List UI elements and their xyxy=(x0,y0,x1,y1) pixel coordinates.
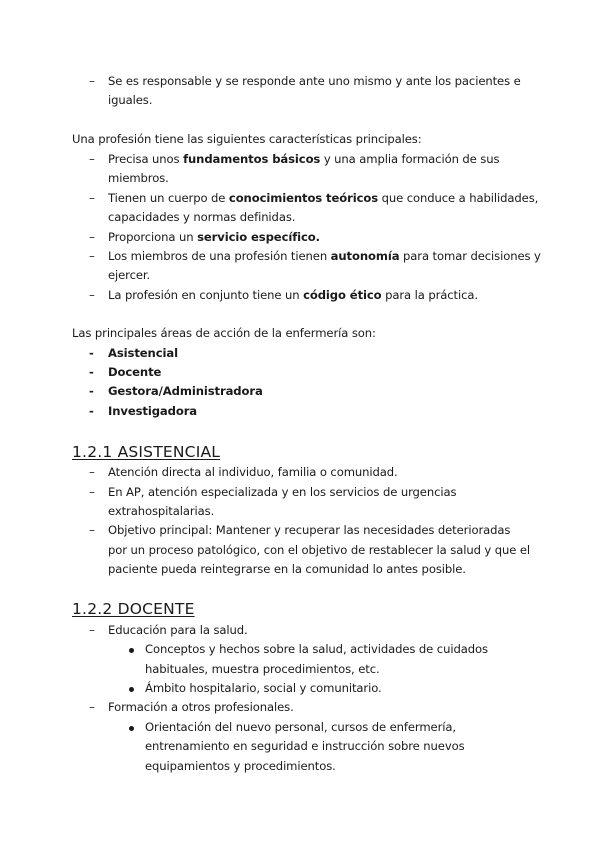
dash-bullet: – xyxy=(89,523,95,537)
text-line: extrahospitalarias. xyxy=(108,504,215,518)
sub-list-item: Orientación del nuevo personal, cursos de enfermería, xyxy=(145,720,456,734)
dash-bullet: – xyxy=(89,288,95,302)
dash-bullet: - xyxy=(89,346,94,360)
dash-bullet: – xyxy=(89,465,95,479)
text-line: entrenamiento en seguridad e instrucción sobre nuevos xyxy=(145,739,465,753)
text-line: paciente pueda reintegrarse en la comunidad lo antes posible. xyxy=(108,562,466,576)
dash-bullet: – xyxy=(89,700,95,714)
dash-bullet: – xyxy=(89,230,95,244)
sub-list-item: Conceptos y hechos sobre la salud, actividades de cuidados xyxy=(145,642,488,656)
text-line: equipamientos y procedimientos. xyxy=(145,759,336,773)
section-heading: 1.2.2 DOCENTE xyxy=(72,600,195,618)
list-item: En AP, atención especializada y en los servicios de urgencias xyxy=(108,485,457,499)
sub-list-item: Ámbito hospitalario, social y comunitario. xyxy=(145,681,382,695)
text-line: ejercer. xyxy=(108,268,151,282)
list-item: Investigadora xyxy=(108,404,198,418)
bullet-dot xyxy=(129,687,134,692)
list-item: Asistencial xyxy=(108,346,178,360)
list-item: Docente xyxy=(108,365,162,379)
dash-bullet: – xyxy=(89,191,95,205)
list-item: Proporciona un servicio específico. xyxy=(108,230,320,244)
dash-bullet: - xyxy=(89,384,94,398)
list-item: La profesión en conjunto tiene un código ético para la práctica. xyxy=(108,288,478,302)
text-line: habituales, muestra procedimientos, etc. xyxy=(145,662,380,676)
paragraph-intro: Una profesión tiene las siguientes características principales: xyxy=(72,132,422,146)
text-line: Se es responsable y se responde ante uno mismo y ante los pacientes e xyxy=(108,74,521,88)
text-line: miembros. xyxy=(108,171,169,185)
dash-bullet: – xyxy=(89,485,95,499)
paragraph-intro: Las principales áreas de acción de la enfermería son: xyxy=(72,326,376,340)
section-heading: 1.2.1 ASISTENCIAL xyxy=(72,443,221,461)
dash-bullet: – xyxy=(89,623,95,637)
list-item: Gestora/Administradora xyxy=(108,384,263,398)
list-item: Tienen un cuerpo de conocimientos teóricos que conduce a habilidades, xyxy=(108,191,539,205)
bullet-dot xyxy=(129,726,134,731)
bullet-dot xyxy=(129,648,134,653)
list-item: Atención directa al individuo, familia o comunidad. xyxy=(108,465,398,479)
list-item: Formación a otros profesionales. xyxy=(108,700,294,714)
dash-bullet: - xyxy=(89,404,94,418)
dash-bullet: – xyxy=(89,249,95,263)
list-item: Precisa unos fundamentos básicos y una amplia formación de sus xyxy=(108,152,500,166)
list-item: Objetivo principal: Mantener y recuperar las necesidades deterioradas xyxy=(108,523,511,537)
text-line: iguales. xyxy=(108,93,153,107)
text-line: por un proceso patológico, con el objetivo de restablecer la salud y que el xyxy=(108,543,531,557)
dash-bullet: – xyxy=(89,152,95,166)
list-item: Los miembros de una profesión tienen autonomía para tomar decisiones y xyxy=(108,249,541,263)
dash-bullet: – xyxy=(89,74,95,88)
dash-bullet: - xyxy=(89,365,94,379)
text-line: capacidades y normas definidas. xyxy=(108,210,296,224)
list-item: Educación para la salud. xyxy=(108,623,248,637)
